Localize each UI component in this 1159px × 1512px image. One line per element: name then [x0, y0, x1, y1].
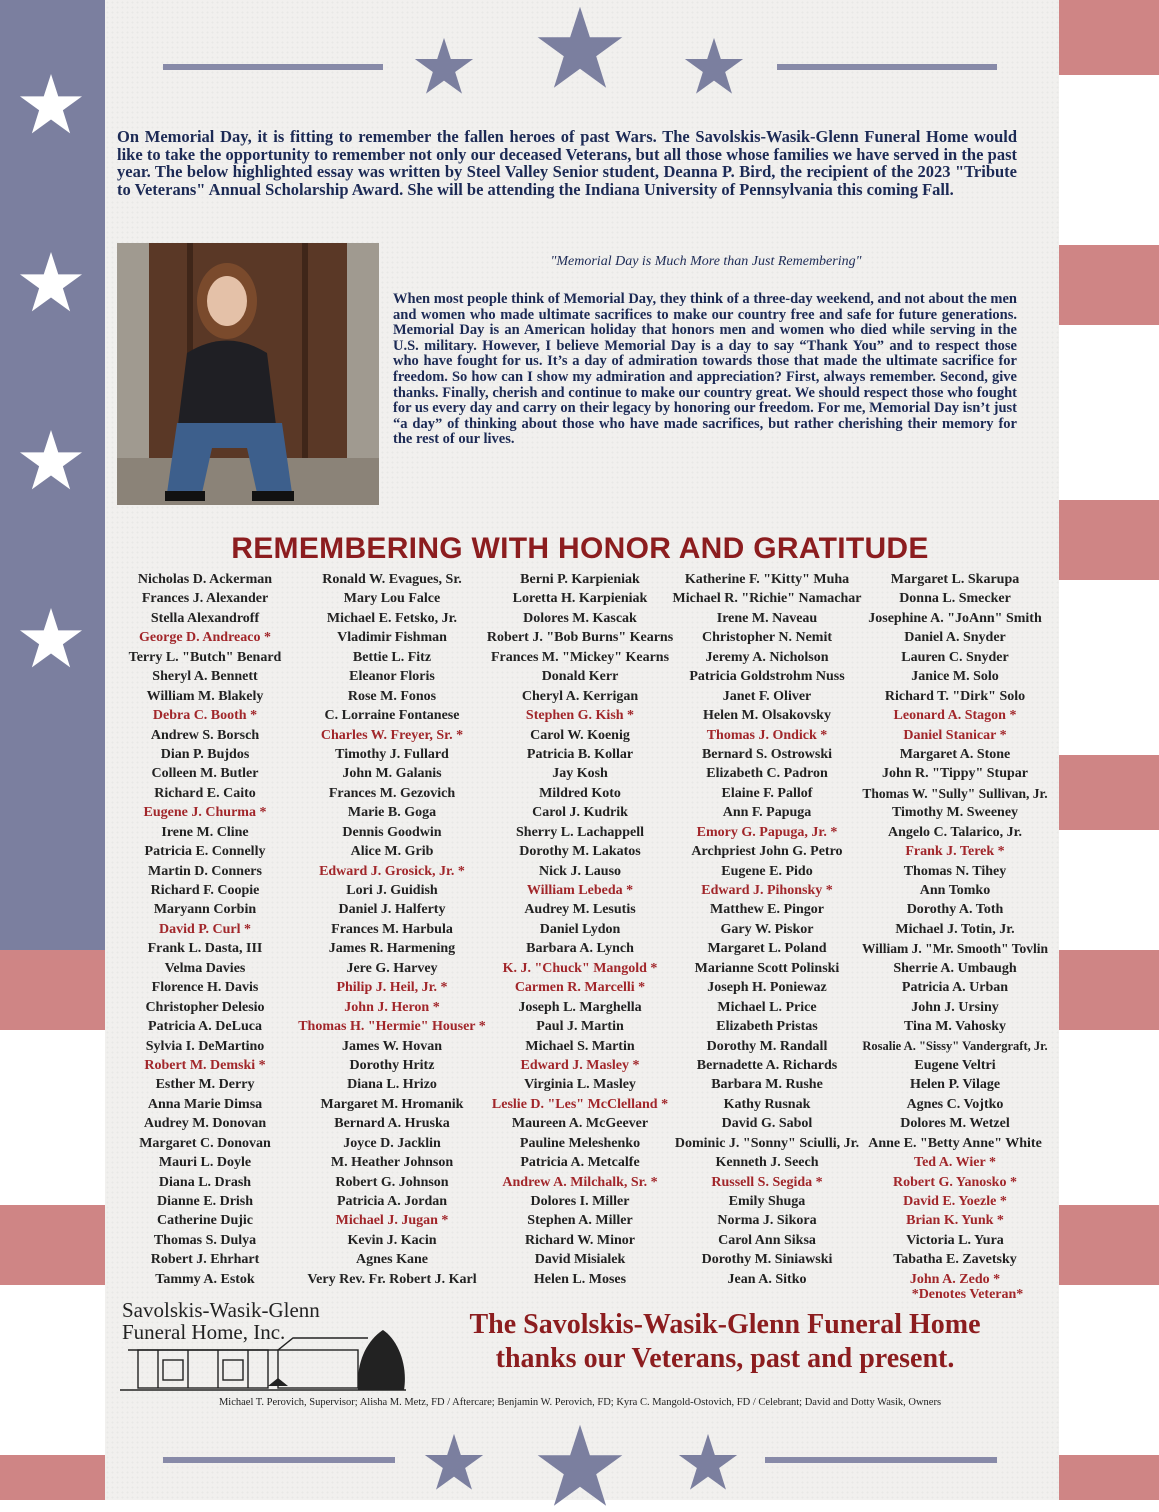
- name-entry: Tammy A. Estok: [155, 1271, 255, 1287]
- star-icon: [18, 606, 84, 672]
- thanks-line-1: The Savolskis-Wasik-Glenn Funeral Home: [469, 1309, 981, 1340]
- name-entry: Pauline Meleshenko: [519, 1135, 641, 1151]
- name-entry: Audrey M. Lesutis: [524, 902, 636, 918]
- name-entry: Margaret C. Donovan: [139, 1135, 271, 1151]
- name-entry: Audrey M. Donovan: [143, 1116, 267, 1132]
- veteran-name: Stephen G. Kish *: [525, 708, 635, 724]
- name-entry: Tabatha E. Zavetsky: [893, 1252, 1017, 1268]
- veteran-footnote: *Denotes Veteran*: [911, 1287, 1024, 1302]
- name-entry: Ann F. Papuga: [722, 805, 812, 821]
- name-entry: Margaret L. Poland: [707, 941, 827, 957]
- name-entry: Sheryl A. Bennett: [152, 669, 258, 685]
- name-entry: Patricia A. Urban: [901, 980, 1009, 996]
- veteran-name: Robert G. Yanosko *: [893, 1174, 1017, 1190]
- name-entry: Norma J. Sikora: [717, 1213, 817, 1229]
- name-entry: Eugene Veltri: [914, 1057, 996, 1073]
- name-entry: Elizabeth C. Padron: [706, 766, 828, 782]
- name-entry: Donald Kerr: [541, 669, 619, 685]
- flag-left: [0, 0, 105, 1500]
- name-entry: Daniel Lydon: [539, 921, 621, 937]
- name-entry: Jean A. Sitko: [727, 1271, 807, 1287]
- name-entry: Patricia A. DeLuca: [148, 1019, 262, 1035]
- names-column-4: [672, 570, 862, 1289]
- name-entry: Lori J. Guidish: [346, 883, 438, 898]
- name-entry: Thomas S. Dulya: [153, 1232, 257, 1248]
- name-entry: Sherrie A. Umbaugh: [893, 960, 1017, 976]
- name-entry: Nicholas D. Ackerman: [137, 572, 273, 587]
- name-entry: Florence H. Davis: [151, 980, 259, 996]
- name-entry: Dennis Goodwin: [342, 824, 442, 840]
- name-entry: Diana L. Hrizo: [347, 1077, 437, 1093]
- name-entry: Jere G. Harvey: [346, 960, 438, 976]
- name-entry: Stephen A. Miller: [527, 1213, 633, 1229]
- name-entry: Vladimir Fishman: [337, 630, 447, 646]
- name-entry: Frances J. Alexander: [141, 591, 269, 607]
- name-entry: John J. Ursiny: [911, 999, 999, 1015]
- name-entry: Marie B. Goga: [347, 805, 437, 821]
- name-entry: Frank L. Dasta, III: [147, 941, 263, 957]
- name-entry: Frances M. Harbula: [331, 921, 453, 937]
- star-icon: [18, 72, 84, 138]
- name-entry: Frances M. "Mickey" Kearns: [490, 649, 670, 665]
- name-entry: Sherry L. Lachappell: [516, 824, 644, 840]
- name-entry: Velma Davies: [164, 960, 246, 976]
- name-entry: Jay Kosh: [552, 766, 608, 782]
- name-entry: Patricia A. Jordan: [336, 1194, 448, 1209]
- veteran-name: Edward J. Masley *: [520, 1057, 640, 1073]
- name-entry: Paul J. Martin: [536, 1019, 624, 1035]
- name-entry: Patricia A. Metcalfe: [520, 1155, 640, 1171]
- name-entry: Patricia B. Kollar: [526, 746, 634, 762]
- name-entry: Diana L. Drash: [158, 1174, 252, 1190]
- name-entry: David G. Sabol: [721, 1116, 813, 1132]
- name-entry: Michael R. "Richie" Namachar: [672, 591, 862, 607]
- name-entry: James W. Hovan: [342, 1038, 442, 1054]
- name-entry: Dolores I. Miller: [530, 1194, 630, 1209]
- name-entry: C. Lorraine Fontanese: [324, 708, 460, 724]
- name-entry: Helen M. Olsakovsky: [703, 708, 831, 724]
- name-entry: Robert G. Johnson: [335, 1174, 449, 1190]
- essay-title: "Memorial Day is Much More than Just Remembering": [550, 254, 862, 269]
- name-entry: Gary W. Piskor: [720, 921, 814, 937]
- star-icon: [535, 4, 625, 94]
- name-entry: Agnes Kane: [356, 1252, 428, 1268]
- staff-list: Michael T. Perovich, Supervisor; Alisha M. Metz, FD / Aftercare; Benjamin W. Perovich, FD; Kyra C. Mangold-Ostovich, FD / Celebrant; David and Dotty Wasik, Owners: [218, 1397, 942, 1408]
- funeral-home-logo: [118, 1298, 408, 1398]
- star-icon: [683, 36, 745, 98]
- name-entry: Irene M. Cline: [161, 824, 249, 840]
- name-entry: Richard F. Coopie: [150, 883, 260, 898]
- name-entry: Mary Lou Falce: [343, 591, 441, 607]
- name-entry: Dorothy M. Randall: [706, 1038, 828, 1054]
- flag-right: [1059, 0, 1159, 1500]
- name-entry: Jeremy A. Nicholson: [705, 649, 829, 665]
- name-entry: Patricia Goldstrohm Nuss: [689, 669, 845, 685]
- veteran-name: Edward J. Pihonsky *: [701, 883, 833, 898]
- name-entry: Colleen M. Butler: [151, 766, 259, 782]
- name-entry: Mauri L. Doyle: [158, 1155, 252, 1171]
- name-entry: John R. "Tippy" Stupar: [881, 766, 1028, 782]
- names-column-3: [485, 570, 675, 1289]
- name-entry: Daniel J. Halferty: [338, 902, 446, 918]
- name-entry: Cheryl A. Kerrigan: [521, 688, 639, 704]
- name-entry: Janet F. Oliver: [722, 688, 812, 704]
- veteran-name: Brian K. Yunk *: [906, 1213, 1004, 1229]
- veteran-name: George D. Andreaco *: [139, 630, 271, 646]
- name-entry: Richard T. "Dirk" Solo: [884, 688, 1026, 704]
- name-entry: Bettie L. Fitz: [352, 649, 432, 665]
- veteran-name: Leslie D. "Les" McClelland *: [491, 1096, 669, 1112]
- name-entry: Robert J. Ehrhart: [150, 1252, 260, 1268]
- intro-paragraph: On Memorial Day, it is fitting to remember the fallen heroes of past Wars. The Savolskis-Wasik-Glenn Funeral Home would like to take the opportunity to remember not only our deceased Veterans, but all those whose families we have served in the past year. The below highlighted essay was written by Steel Valley Senior student, Deanna P. Bird, the recipient of the 2023 "Tribute to Veterans" Annual Scholarship Award. She will be attending the Indiana University of Pennsylvania this coming Fall.: [117, 127, 1017, 199]
- veteran-name: Ted A. Wier *: [914, 1155, 996, 1171]
- veteran-name: Eugene J. Churma *: [143, 805, 267, 821]
- name-entry: Alice M. Grib: [350, 844, 434, 860]
- veteran-name: Robert M. Demski *: [144, 1057, 266, 1073]
- name-entry: Emily Shuga: [728, 1194, 806, 1209]
- name-entry: Marianne Scott Polinski: [694, 960, 840, 976]
- name-entry: Katherine F. "Kitty" Muha: [684, 572, 850, 587]
- logo-line-1: Savolskis-Wasik-Glenn: [122, 1298, 320, 1322]
- name-entry: Janice M. Solo: [911, 669, 999, 685]
- name-entry: Dolores M. Kascak: [523, 610, 637, 626]
- name-entry: Michael J. Totin, Jr.: [895, 921, 1015, 937]
- veteran-name: K. J. "Chuck" Mangold *: [502, 960, 658, 976]
- name-entry: Richard E. Caito: [154, 785, 256, 801]
- veteran-name: Debra C. Booth *: [152, 708, 258, 724]
- section-heading: REMEMBERING WITH HONOR AND GRATITUDE: [231, 532, 929, 565]
- name-entry: Thomas W. "Sully" Sullivan, Jr.: [862, 785, 1048, 801]
- name-entry: Richard W. Minor: [524, 1232, 636, 1248]
- name-entry: Joseph L. Marghella: [518, 999, 642, 1015]
- name-entry: Robert J. "Bob Burns" Kearns: [486, 630, 674, 646]
- name-entry: John M. Galanis: [342, 766, 442, 782]
- star-icon: [677, 1432, 739, 1494]
- name-entry: Elizabeth Pristas: [716, 1019, 818, 1035]
- name-entry: Thomas N. Tihey: [903, 863, 1007, 879]
- name-entry: James R. Harmening: [328, 941, 456, 957]
- name-entry: M. Heather Johnson: [330, 1155, 454, 1171]
- name-entry: Bernard S. Ostrowski: [701, 746, 833, 762]
- student-photo: [117, 243, 379, 505]
- veteran-name: David P. Curl *: [158, 921, 252, 937]
- name-entry: William J. "Mr. Smooth" Tovlin: [861, 941, 1049, 957]
- name-entry: Agnes C. Vojtko: [906, 1096, 1004, 1112]
- name-entry: David Misialek: [534, 1252, 626, 1268]
- name-entry: Margaret L. Skarupa: [890, 572, 1020, 587]
- name-entry: Anna Marie Dimsa: [147, 1096, 263, 1112]
- name-entry: Dolores M. Wetzel: [900, 1116, 1010, 1132]
- star-icon: [535, 1422, 625, 1512]
- name-entry: Dorothy Hritz: [349, 1057, 435, 1073]
- name-entry: Anne E. "Betty Anne" White: [868, 1135, 1042, 1151]
- name-entry: Eleanor Floris: [349, 669, 435, 685]
- name-entry: Irene M. Naveau: [716, 610, 818, 626]
- veteran-name: David E. Yoezle *: [903, 1194, 1007, 1209]
- name-entry: Archpriest John G. Petro: [691, 844, 843, 860]
- name-entry: Dorothy M. Siniawski: [701, 1252, 833, 1268]
- top-star-divider: [105, 0, 1059, 90]
- name-entry: Carol W. Koenig: [530, 727, 630, 743]
- name-entry: Terry L. "Butch" Benard: [128, 649, 282, 665]
- name-entry: Esther M. Derry: [155, 1077, 255, 1093]
- name-entry: Matthew E. Pingor: [710, 902, 824, 918]
- veteran-name: William Lebeda *: [526, 883, 634, 898]
- name-entry: Helen L. Moses: [533, 1271, 627, 1287]
- veteran-name: Thomas H. "Hermie" Houser *: [298, 1019, 486, 1035]
- name-entry: Kenneth J. Seech: [715, 1155, 819, 1171]
- name-entry: Joyce D. Jacklin: [343, 1135, 441, 1151]
- name-entry: Helen P. Vilage: [909, 1077, 1001, 1093]
- name-entry: Bernadette A. Richards: [696, 1057, 838, 1073]
- name-entry: Angelo C. Talarico, Jr.: [887, 824, 1023, 840]
- name-entry: Kevin J. Kacin: [347, 1232, 437, 1248]
- names-column-5: [860, 570, 1050, 1289]
- name-entry: Margaret M. Hromanik: [320, 1096, 464, 1112]
- name-entry: Carol Ann Siksa: [718, 1232, 816, 1248]
- name-entry: Catherine Dujic: [156, 1213, 254, 1229]
- name-entry: Eugene E. Pido: [721, 863, 813, 879]
- name-entry: Dianne E. Drish: [156, 1194, 254, 1209]
- name-entry: Michael S. Martin: [525, 1038, 635, 1054]
- name-entry: Christopher N. Nemit: [701, 630, 832, 646]
- name-entry: Bernard A. Hruska: [334, 1116, 450, 1132]
- veteran-name: Charles W. Freyer, Sr. *: [320, 727, 464, 743]
- name-entry: Donna L. Smecker: [899, 591, 1011, 607]
- name-entry: Elaine F. Pallof: [721, 785, 813, 801]
- name-entry: Michael L. Price: [717, 999, 817, 1015]
- veteran-name: John A. Zedo *: [909, 1271, 1001, 1287]
- names-column-1: [110, 570, 300, 1289]
- thanks-message: [410, 1308, 1040, 1376]
- name-entry: Tina M. Vahosky: [903, 1019, 1007, 1035]
- name-entry: Martin D. Conners: [148, 863, 262, 879]
- veteran-name: Carmen R. Marcelli *: [514, 980, 646, 996]
- name-entry: Andrew S. Borsch: [150, 727, 260, 743]
- star-icon: [18, 428, 84, 494]
- name-entry: Christopher Delesio: [145, 999, 265, 1015]
- name-entry: Nick J. Lauso: [538, 863, 622, 879]
- name-entry: Frances M. Gezovich: [328, 785, 456, 801]
- essay-body: When most people think of Memorial Day, they think of a three-day weekend, and not about the men and women who made ultimate sacrifices to make our country free and safe for future generations. Memorial Day is an American holiday that honors men and women who died while serving in the U.S. military. However, I believe Memorial Day is a day to say “Thank You” and to respect those who have fought for us. It’s a day of admiration towards those that made the ultimate sacrifice for freedom. So how can I show my admiration and appreciation? First, always remember. Second, give thanks. Finally, cherish and continue to make our country great. We should respect those who fought for us every day and carry on their legacy by honoring our freedom. For me, Memorial Day isn’t just “a day” of thinking about those who have made sacrifices, but rather cherishing their memory for the rest of our lives.: [393, 291, 1017, 448]
- name-entry: Josephine A. "JoAnn" Smith: [868, 610, 1042, 626]
- veteran-name: Thomas J. Ondick *: [706, 727, 828, 743]
- name-entry: Barbara A. Lynch: [526, 941, 634, 957]
- veteran-name: Emory G. Papuga, Jr. *: [696, 824, 838, 840]
- names-column-2: [297, 570, 487, 1289]
- name-entry: Joseph H. Poniewaz: [707, 980, 827, 996]
- star-icon: [423, 1432, 485, 1494]
- name-entry: Carol J. Kudrik: [532, 805, 628, 821]
- veteran-name: Daniel Stanicar *: [903, 727, 1007, 743]
- name-entry: Berni P. Karpieniak: [520, 572, 640, 587]
- name-entry: Rosalie A. "Sissy" Vandergraft, Jr.: [862, 1038, 1048, 1053]
- name-entry: Daniel A. Snyder: [904, 630, 1006, 646]
- name-entry: Kathy Rusnak: [723, 1096, 811, 1112]
- name-entry: Lauren C. Snyder: [901, 649, 1009, 665]
- building-illustration: [118, 1320, 408, 1395]
- name-entry: Ann Tomko: [919, 883, 991, 898]
- name-entry: William M. Blakely: [146, 688, 264, 704]
- name-entry: Victoria L. Yura: [906, 1232, 1004, 1248]
- bottom-star-divider: [105, 1410, 1059, 1500]
- name-entry: Timothy J. Fullard: [335, 746, 449, 762]
- logo-line-2: Funeral Home, Inc.: [122, 1320, 286, 1344]
- name-entry: Timothy M. Sweeney: [891, 805, 1019, 821]
- name-entry: Dorothy M. Lakatos: [519, 844, 641, 860]
- name-entry: Barbara M. Rushe: [711, 1077, 823, 1093]
- name-entry: Michael E. Fetsko, Jr.: [326, 610, 458, 626]
- name-entry: Loretta H. Karpieniak: [512, 591, 648, 607]
- name-entry: Very Rev. Fr. Robert J. Karl: [307, 1271, 477, 1287]
- name-entry: Mildred Koto: [539, 785, 621, 801]
- veteran-name: John J. Heron *: [344, 999, 440, 1015]
- name-entry: Virginia L. Masley: [524, 1077, 636, 1093]
- name-entry: Rose M. Fonos: [347, 688, 437, 704]
- veteran-name: Andrew A. Milchalk, Sr. *: [502, 1174, 658, 1190]
- name-entry: Ronald W. Evagues, Sr.: [322, 572, 462, 587]
- name-entry: Dian P. Bujdos: [160, 746, 250, 762]
- veteran-name: Russell S. Segida *: [711, 1174, 823, 1190]
- name-entry: Sylvia I. DeMartino: [145, 1038, 265, 1054]
- name-entry: Stella Alexandroff: [150, 610, 260, 626]
- thanks-line-2: thanks our Veterans, past and present.: [495, 1343, 955, 1374]
- name-entry: Dominic J. "Sonny" Sciulli, Jr.: [674, 1135, 860, 1151]
- veteran-name: Frank J. Terek *: [905, 844, 1005, 860]
- veteran-name: Leonard A. Stagon *: [893, 708, 1017, 724]
- name-entry: Dorothy A. Toth: [906, 902, 1004, 918]
- star-icon: [413, 36, 475, 98]
- name-entry: Patricia E. Connelly: [144, 844, 266, 860]
- star-icon: [18, 250, 84, 316]
- name-entry: Margaret A. Stone: [899, 746, 1011, 762]
- veteran-name: Michael J. Jugan *: [335, 1213, 449, 1229]
- name-entry: Maureen A. McGeever: [511, 1116, 649, 1132]
- name-entry: Maryann Corbin: [153, 902, 257, 918]
- veteran-name: Philip J. Heil, Jr. *: [336, 980, 448, 996]
- veteran-name: Edward J. Grosick, Jr. *: [319, 863, 465, 879]
